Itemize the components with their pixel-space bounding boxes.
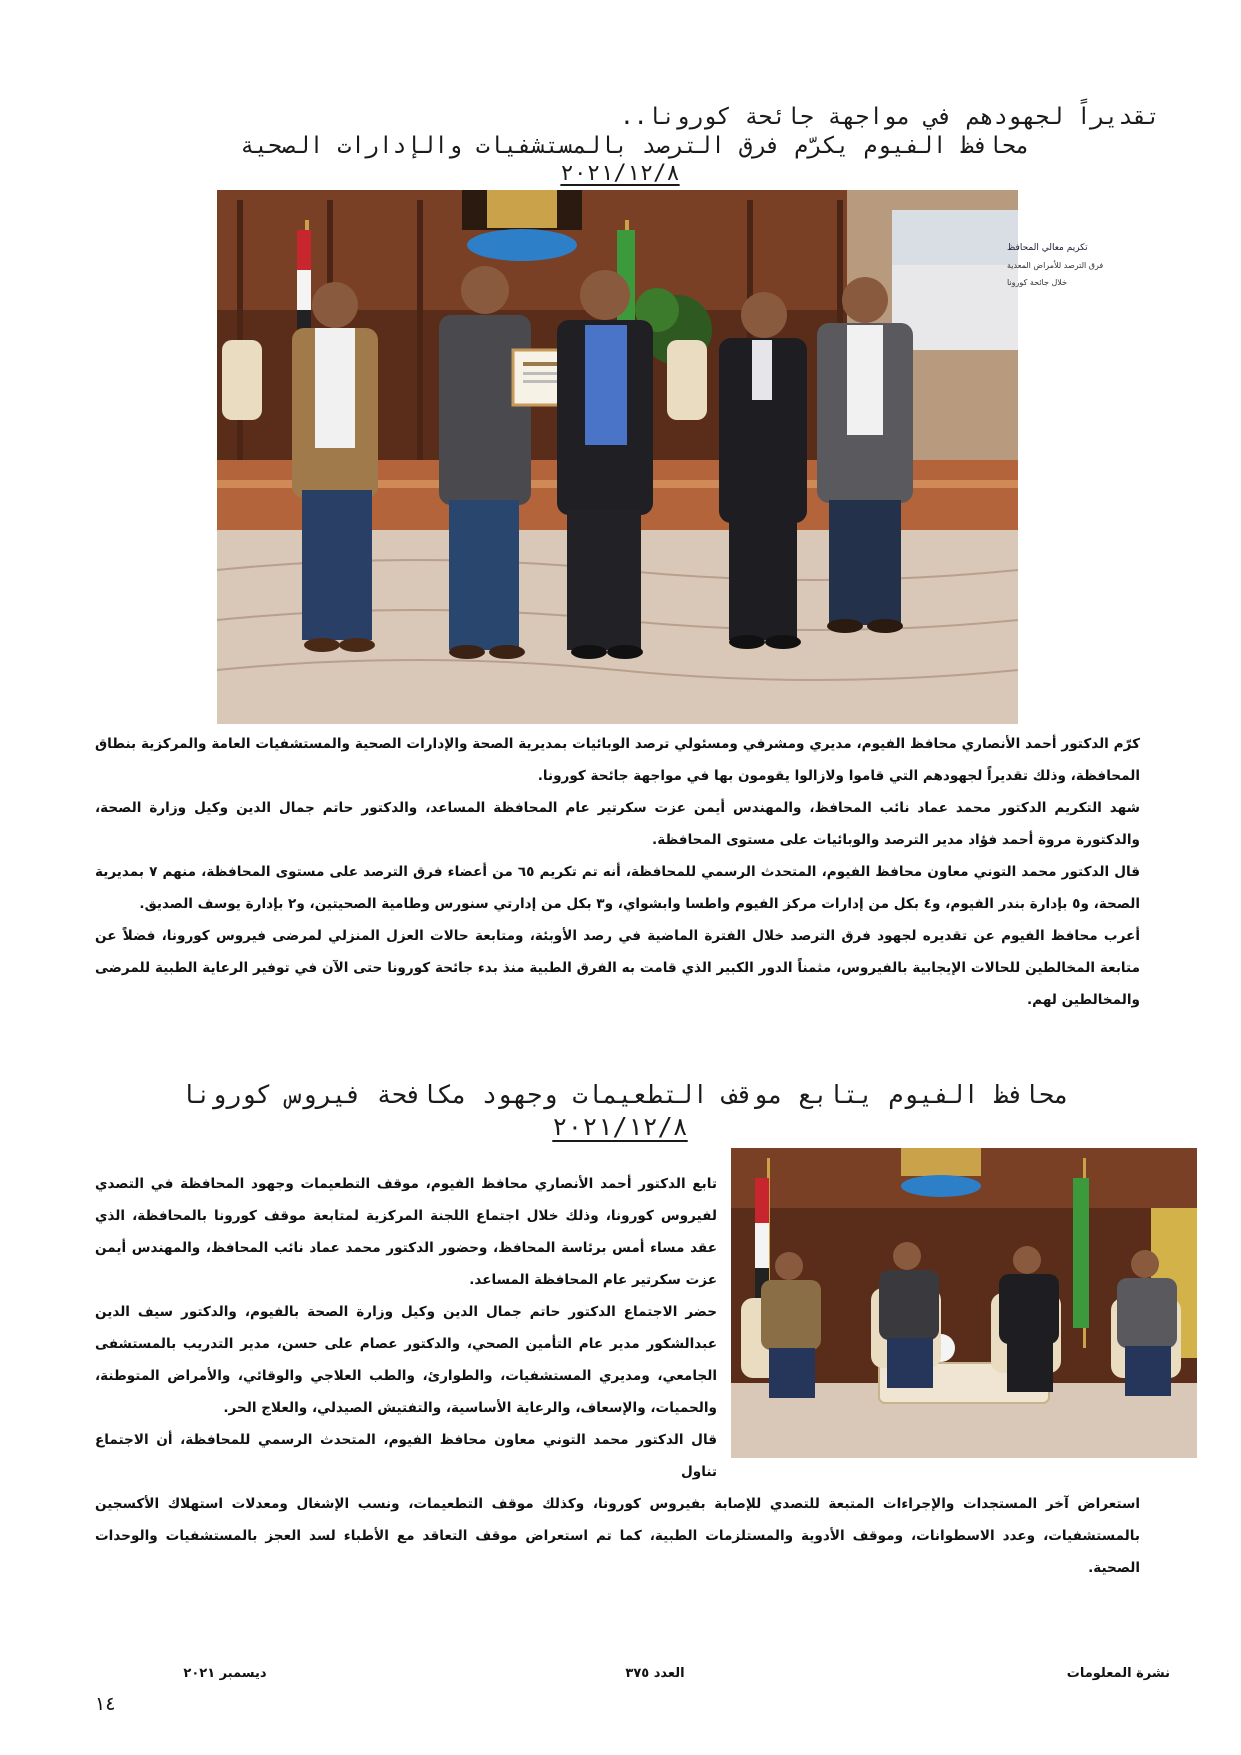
person-2 <box>439 266 531 659</box>
article1-headline-line2: محافظ الفيوم يكرّم فرق الترصد بالمستشفيات والإدارات الصحية <box>240 133 1030 159</box>
article2-paragraph: تابع الدكتور أحمد الأنصاري محافظ الفيوم، موقف التطعيمات وجهود المحافظة في التصدي لفيروس كورونا، وذلك خلال اجتماع اللجنة المركزية لمتابعة موقف كورونا بالمحافظة، الذي عقد مساء أمس برئاسة المحافظ، وحضور الدكتور محمد عماد نائب المحافظ، والمهندس أيمن عزت سكرتير عام المحافظة المساعد. <box>95 1176 717 1288</box>
fayoum-flag-icon <box>1073 1158 1089 1348</box>
page-number: ١٤ <box>95 1693 116 1715</box>
footer-date: ديسمبر ٢٠٢١ <box>183 1666 267 1681</box>
footer-issue-number: العدد ٣٧٥ <box>625 1666 685 1681</box>
screen-line2-text: فرق الترصد للأمراض المعدية <box>1007 261 1104 270</box>
person-5 <box>817 277 913 633</box>
article2-date: ٢٠٢١/١٢/٨ <box>552 1112 688 1141</box>
article1-date: ٢٠٢١/١٢/٨ <box>560 161 680 186</box>
article2-photo <box>731 1148 1197 1458</box>
screen-title-text: تكريم معالي المحافظ <box>1007 243 1088 253</box>
person-3 <box>557 270 653 659</box>
fayoum-emblem-icon <box>901 1148 981 1197</box>
article1-paragraph: كرّم الدكتور أحمد الأنصاري محافظ الفيوم، مديري ومشرفي ومسئولي ترصد الوبائيات بمديرية الصحة والإدارات الصحية والمستشفيات العامة والمركزية بنطاق المحافظة، وذلك تقديراً لجهودهم التي قاموا ولازالوا يقومون بها في مواجهة جائحة كورونا. <box>95 736 1140 784</box>
article2-headline: محافظ الفيوم يتابع موقف التطعيمات وجهود مكافحة فيروس كورونا <box>180 1080 1070 1109</box>
article1-photo <box>217 190 1104 724</box>
article2-paragraph: قال الدكتور محمد التوني معاون محافظ الفيوم، المتحدث الرسمي للمحافظة، أن الاجتماع تناول <box>95 1432 717 1480</box>
person-1 <box>292 282 378 652</box>
fayoum-emblem-icon <box>462 190 582 261</box>
article2-body-side <box>95 1168 717 1488</box>
screen-line3-text: خلال جائحة كورونا <box>1007 278 1068 287</box>
article2-body-full: استعراض آخر المستجدات والإجراءات المتبعة للتصدي للإصابة بفيروس كورونا، وكذلك موقف التطعيمات، ونسب الإشغال ومعدلات استهلاك الأكسجين بالمستشفيات، وعدد الاسطوانات، وموقف الأدوية والمستلزمات الطبية، كما تم استعراض موقف التعاقد مع الأطباء لسد العجز بالمستشفيات والوحدات الصحية. <box>95 1496 1140 1576</box>
footer-bulletin-name: نشرة المعلومات <box>1066 1666 1170 1681</box>
article1-paragraph: أعرب محافظ الفيوم عن تقديره لجهود فرق الترصد خلال الفترة الماضية في رصد الأوبئة، ومتابعة حالات العزل المنزلي لمرضى فيروس كورونا، فضلاً عن متابعة المخالطين للحالات الإيجابية بالفيروس، مثمناً الدور الكبير الذي قامت به الفرق الطبية منذ بدء جائحة كورونا حتى الآن في توفير الرعاية الطبية للمرضى والمخالطين لهم. <box>95 928 1140 1008</box>
article1-paragraph: قال الدكتور محمد التوني معاون محافظ الفيوم، المتحدث الرسمي للمحافظة، أنه تم تكريم ٦٥ من أعضاء فرق الترصد على مستوى المحافظة، منهم ٧ بمديرية الصحة، و٥ بإدارة بندر الفيوم، و٤ بكل من إدارات مركز الفيوم واطسا وابشواي، و٣ بكل من إدارتي سنورس وطامية الصحيتين، و٢ بإدارة يوسف الصديق. <box>95 864 1141 912</box>
article1-paragraph: شهد التكريم الدكتور محمد عماد نائب المحافظ، والمهندس أيمن عزت سكرتير عام المحافظة المساعد، والدكتور حاتم جمال الدين وكيل وزارة الصحة، والدكتورة مروة أحمد فؤاد مدير الترصد والوبائيات على مستوى المحافظة. <box>95 800 1140 848</box>
person-4 <box>719 292 807 649</box>
article1-body <box>95 728 1140 1016</box>
article2-paragraph: حضر الاجتماع الدكتور حاتم جمال الدين وكيل وزارة الصحة بالفيوم، والدكتور سيف الدين عبدالشكور مدير عام التأمين الصحي، والدكتور عصام على حسن، مدير التدريب بالمستشفى الجامعي، ومديري المستشفيات، والطوارئ، والطب العلاجي والوقائي، والأمراض المتوطنة، والحميات، والإسعاف، والرعاية الأساسية، والتفتيش الصيدلي، والعلاج الحر. <box>95 1304 717 1416</box>
article1-headline-line1: تقديراً لجهودهم في مواجهة جائحة كورونا.. <box>619 104 1160 130</box>
